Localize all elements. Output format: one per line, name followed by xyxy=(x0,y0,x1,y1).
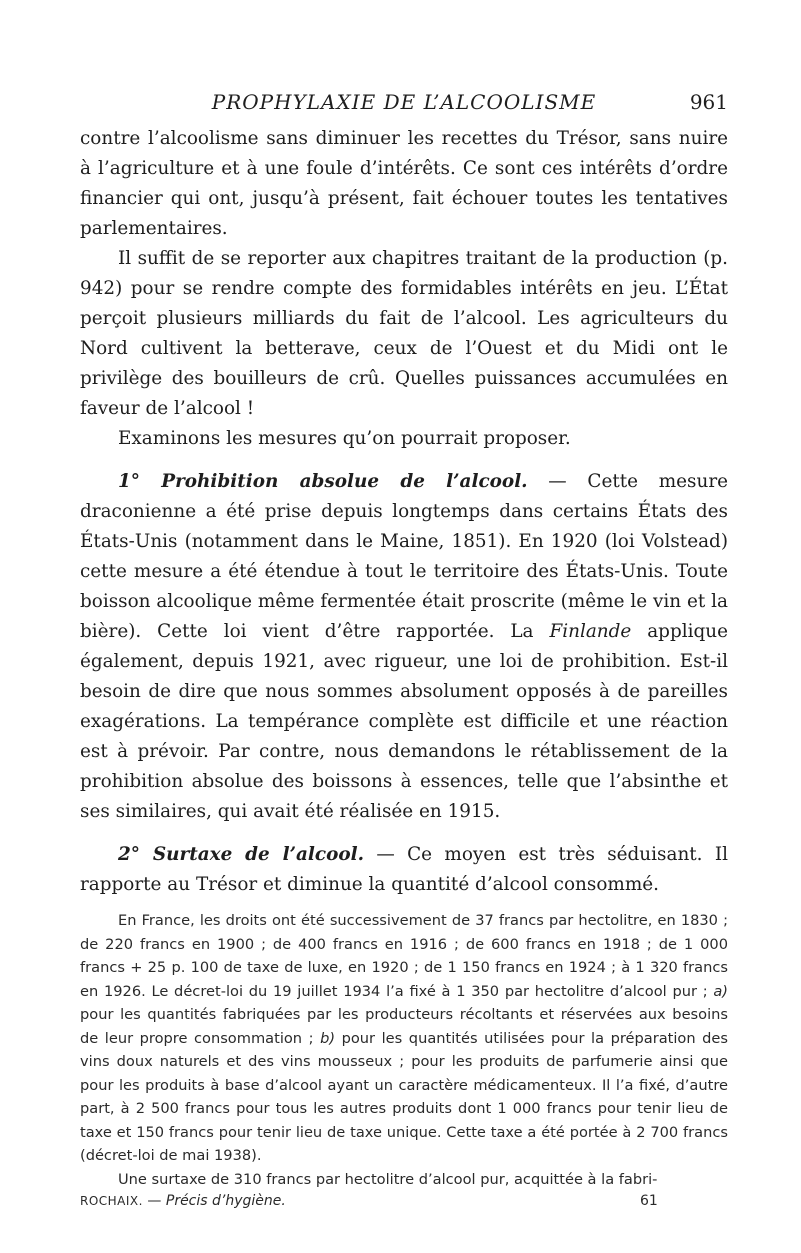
section-prohibition xyxy=(80,467,728,827)
paragraph-interests: Il suffit de se reporter aux chapitres traitant de la production (p. 942) pour se rendre compte des formidables intérêts en jeu. L’État perçoit plusieurs milliards du fait de l’alcool. Les agriculteurs du Nord cultivent la betterave, ceux de l’Ouest et du Midi ont le privilège des bouilleurs de crû. Quelles puissances accumulées en faveur de l’alcool ! xyxy=(80,248,728,419)
small-duties-a: En France, les droits ont été successivement de 37 francs par hectolitre, en 1830 ; de 220 francs en 1900 ; de 400 francs en 1916 ; de 600 francs en 1918 ; de 1 000 francs + 25 p. 100 de taxe de luxe, en 1920 ; de 1 150 francs en 1924 ; à 1 320 francs en 1926. Le décret-loi du 19 juillet 1934 l’a fixé à 1 350 par hectolitre d’alcool pur ; xyxy=(80,912,728,1000)
section-surtax xyxy=(80,840,728,900)
footer-dash: — xyxy=(142,1193,166,1209)
small-paragraph-surtax: Une surtaxe de 310 francs par hectolitre d’alcool pur, acquittée à la fabri- xyxy=(118,1170,658,1188)
page-number: 961 xyxy=(689,90,728,114)
main-text xyxy=(80,124,728,900)
document-page xyxy=(80,0,728,1253)
footer-citation xyxy=(80,1193,286,1209)
small-paragraph-duties xyxy=(80,909,728,1168)
running-head xyxy=(80,90,728,118)
footer-book-title: Précis d’hygiène. xyxy=(165,1193,286,1209)
body-text xyxy=(80,124,728,1191)
section-prohibition-text-b: applique également, depuis 1921, avec rigueur, une loi de prohibition. Est-il besoin de dire que nous sommes absolument opposés à de pareilles exagérations. La tempérance complète est difficile et une réaction est à prévoir. Par contre, nous demandons le rétablissement de la prohibition absolue des boissons à essences, telle que l’absinthe et ses similaires, qui avait été réalisée en 1915. xyxy=(80,621,728,822)
section-surtax-text: — Ce moyen est très séduisant. Il rapporte au Trésor et diminue la quantité d’alcool consommé. xyxy=(80,844,728,895)
section-surtax-heading: 2° Surtaxe de l’alcool. xyxy=(118,844,365,865)
footer-author: ROCHAIX. xyxy=(80,1194,143,1208)
running-title: PROPHYLAXIE DE L’ALCOOLISME xyxy=(211,90,597,114)
small-duties-label-a: a) xyxy=(713,982,728,1000)
footer-signature-mark: 61 xyxy=(640,1193,658,1209)
section-prohibition-heading: 1° Prohibition absolue de l’alcool. xyxy=(118,471,528,492)
small-duties-label-b: b) xyxy=(320,1029,336,1047)
small-print xyxy=(80,909,728,1191)
page-footer xyxy=(80,1193,728,1217)
small-duties-b: pour les quantités fabriquées par les producteurs récoltants et réservées aux besoins de leur propre consommation ; xyxy=(80,1006,728,1047)
small-duties-c: pour les quantités utilisées pour la préparation des vins doux naturels et des vins mousseux ; pour les produits de parfumerie ainsi que pour les produits à base d’alcool ayant un caractère médicamenteux. Il l’a fixé, d’autre part, à 2 500 francs pour tous les autres produits dont 1 000 francs pour tenir lieu de taxe et 150 francs pour tenir lieu de taxe unique. Cette taxe a été portée à 2 700 francs (décret-loi de mai 1938). xyxy=(80,1029,728,1164)
paragraph-measures: Examinons les mesures qu’on pourrait proposer. xyxy=(118,428,571,449)
section-prohibition-text-a: — Cette mesure draconienne a été prise depuis longtemps dans certains États des États-Unis (notamment dans le Maine, 1851). En 1920 (loi Volstead) cette mesure a été étendue à tout le territoire des États-Unis. Toute boisson alcoolique même fermentée était proscrite (même le vin et la bière). Cette loi vient d’être rapportée. La xyxy=(80,471,728,642)
section-prohibition-finland: Finlande xyxy=(549,621,632,642)
paragraph-continuation: contre l’alcoolisme sans diminuer les recettes du Trésor, sans nuire à l’agriculture et à une foule d’intérêts. Ce sont ces intérêts d’ordre financier qui ont, jusqu’à présent, fait échouer toutes les tentatives parlementaires. xyxy=(80,128,728,239)
